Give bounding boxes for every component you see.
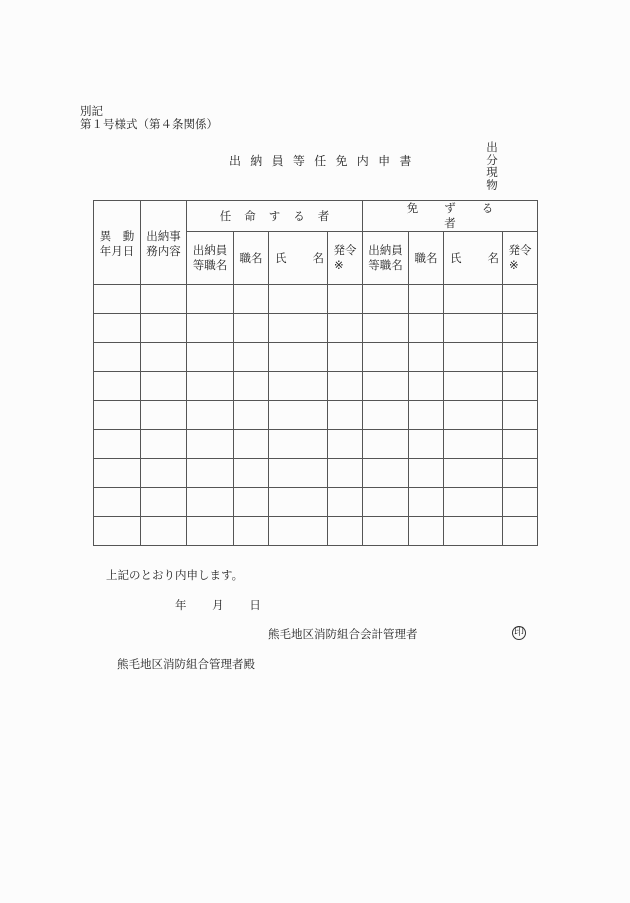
table-cell[interactable] — [444, 459, 503, 488]
header-transfer-date-top: 異 動 — [99, 228, 135, 243]
table-row — [94, 343, 538, 372]
header-appointed-position — [187, 232, 234, 285]
table-cell[interactable] — [409, 517, 444, 546]
position-line2: 等職名 — [368, 258, 403, 272]
table-cell[interactable] — [141, 285, 187, 314]
header-appointed-name — [269, 232, 328, 285]
header-appointed-group: 任命する者 — [187, 201, 363, 232]
table-cell[interactable] — [234, 488, 269, 517]
table-cell[interactable] — [141, 314, 187, 343]
vertical-note-char: 物 — [486, 177, 498, 192]
header-appointed-job-title: 職名 — [234, 232, 269, 285]
table-cell[interactable] — [234, 401, 269, 430]
table-cell[interactable] — [503, 401, 538, 430]
header-dismissed-order — [503, 232, 538, 285]
seal-icon: 印 — [514, 627, 524, 638]
table-cell[interactable] — [269, 314, 328, 343]
vertical-note-char: 出 — [486, 140, 498, 154]
table-row — [94, 430, 538, 459]
table-cell[interactable] — [444, 430, 503, 459]
table-cell[interactable] — [363, 343, 409, 372]
table-row — [94, 517, 538, 546]
addressee: 熊毛地区消防組合管理者殿 — [117, 657, 255, 671]
date-month: 月 — [212, 598, 224, 612]
table-cell[interactable] — [444, 401, 503, 430]
form-number: 第１号様式（第４条関係） — [80, 117, 218, 131]
table-cell[interactable] — [234, 285, 269, 314]
table-cell[interactable] — [141, 459, 187, 488]
order-line1: 発令 — [508, 243, 532, 257]
table-cell[interactable] — [503, 343, 538, 372]
table-cell[interactable] — [328, 459, 363, 488]
header-appointed-order — [328, 232, 363, 285]
table-cell[interactable] — [444, 372, 503, 401]
table-cell[interactable] — [141, 401, 187, 430]
table-cell[interactable] — [328, 488, 363, 517]
table-cell[interactable] — [503, 517, 538, 546]
date-line — [175, 597, 283, 613]
table-cell[interactable] — [94, 314, 141, 343]
table-cell[interactable] — [409, 401, 444, 430]
table-cell[interactable] — [409, 314, 444, 343]
table-cell[interactable] — [503, 314, 538, 343]
table-cell[interactable] — [409, 488, 444, 517]
table-cell[interactable] — [269, 343, 328, 372]
name-family-label: 氏 — [275, 250, 287, 265]
appointment-form-table — [93, 200, 538, 546]
table-cell[interactable] — [409, 430, 444, 459]
position-line1: 出納員 — [368, 243, 403, 257]
table-cell[interactable] — [328, 517, 363, 546]
table-cell[interactable] — [141, 517, 187, 546]
table-cell[interactable] — [409, 372, 444, 401]
table-cell[interactable] — [363, 372, 409, 401]
table-cell[interactable] — [141, 430, 187, 459]
date-day: 日 — [249, 598, 261, 612]
table-cell[interactable] — [269, 459, 328, 488]
header-duties-top: 出納事 — [146, 228, 181, 243]
table-cell[interactable] — [269, 372, 328, 401]
table-cell[interactable] — [187, 372, 234, 401]
table-cell[interactable] — [141, 343, 187, 372]
table-cell[interactable] — [503, 488, 538, 517]
table-cell[interactable] — [269, 430, 328, 459]
table-cell[interactable] — [328, 430, 363, 459]
table-cell[interactable] — [187, 343, 234, 372]
table-cell[interactable] — [363, 517, 409, 546]
table-cell[interactable] — [363, 314, 409, 343]
table-cell[interactable] — [94, 401, 141, 430]
table-cell[interactable] — [94, 517, 141, 546]
position-line1: 出納員 — [192, 243, 228, 257]
header-transfer-date — [94, 201, 141, 285]
table-cell[interactable] — [503, 430, 538, 459]
name-given-label: 名 — [312, 250, 324, 265]
table-cell[interactable] — [94, 343, 141, 372]
header-dismissed-group: 免ずる者 — [363, 201, 538, 232]
name-given-label: 名 — [487, 250, 499, 265]
table-row — [94, 459, 538, 488]
name-family-label: 氏 — [450, 250, 462, 265]
table-cell[interactable] — [363, 430, 409, 459]
table-cell[interactable] — [94, 488, 141, 517]
table-cell[interactable] — [187, 459, 234, 488]
table-row — [94, 401, 538, 430]
table-row — [94, 314, 538, 343]
document-title: 出納員等任免内申書 — [229, 154, 421, 168]
table-cell[interactable] — [234, 343, 269, 372]
table-cell[interactable] — [503, 372, 538, 401]
table-cell[interactable] — [94, 372, 141, 401]
vertical-note-char: 分 — [486, 152, 498, 167]
order-line2: ※ — [334, 258, 344, 272]
table-cell[interactable] — [141, 488, 187, 517]
header-transfer-date-bottom: 年月日 — [99, 243, 135, 258]
table-cell[interactable] — [187, 488, 234, 517]
table-cell[interactable] — [328, 372, 363, 401]
table-cell[interactable] — [363, 401, 409, 430]
table-cell[interactable] — [328, 401, 363, 430]
table-cell[interactable] — [444, 488, 503, 517]
table-cell[interactable] — [409, 285, 444, 314]
table-cell[interactable] — [269, 401, 328, 430]
table-cell[interactable] — [141, 372, 187, 401]
table-cell[interactable] — [187, 430, 234, 459]
vertical-note-char: 現 — [486, 165, 498, 179]
table-cell[interactable] — [328, 343, 363, 372]
header-duties-bottom: 務内容 — [146, 243, 181, 258]
table-cell[interactable] — [363, 459, 409, 488]
table-cell[interactable] — [187, 314, 234, 343]
table-cell[interactable] — [234, 372, 269, 401]
table-row — [94, 285, 538, 314]
table-cell[interactable] — [269, 285, 328, 314]
table-cell[interactable] — [234, 314, 269, 343]
annex-label: 別記 — [80, 104, 103, 118]
table-cell[interactable] — [269, 517, 328, 546]
header-dismissed-name — [444, 232, 503, 285]
table-cell[interactable] — [503, 285, 538, 314]
date-year: 年 — [175, 598, 187, 612]
table-cell[interactable] — [94, 285, 141, 314]
table-cell[interactable] — [444, 517, 503, 546]
order-line1: 発令 — [333, 243, 357, 257]
table-cell[interactable] — [328, 285, 363, 314]
header-dismissed-position — [363, 232, 409, 285]
table-cell[interactable] — [328, 314, 363, 343]
table-cell[interactable] — [234, 459, 269, 488]
table-body — [94, 285, 538, 546]
sender-title: 熊毛地区消防組合会計管理者 — [268, 627, 418, 641]
header-duties — [141, 201, 187, 285]
table-cell[interactable] — [444, 285, 503, 314]
table-cell[interactable] — [187, 401, 234, 430]
table-cell[interactable] — [444, 314, 503, 343]
table-cell[interactable] — [234, 430, 269, 459]
table-row — [94, 488, 538, 517]
order-line2: ※ — [509, 258, 519, 272]
table-cell[interactable] — [503, 459, 538, 488]
table-cell[interactable] — [187, 517, 234, 546]
table-cell[interactable] — [94, 459, 141, 488]
table-cell[interactable] — [234, 517, 269, 546]
table-cell[interactable] — [409, 459, 444, 488]
table-cell[interactable] — [269, 488, 328, 517]
table-cell[interactable] — [363, 285, 409, 314]
header-dismissed-job-title: 職名 — [409, 232, 444, 285]
table-cell[interactable] — [409, 343, 444, 372]
position-line2: 等職名 — [192, 258, 228, 272]
closing-statement: 上記のとおり内申します。 — [106, 568, 244, 582]
table-cell[interactable] — [363, 488, 409, 517]
table-cell[interactable] — [94, 430, 141, 459]
table-row — [94, 372, 538, 401]
vertical-note — [485, 141, 499, 191]
table-cell[interactable] — [187, 285, 234, 314]
table-cell[interactable] — [444, 343, 503, 372]
